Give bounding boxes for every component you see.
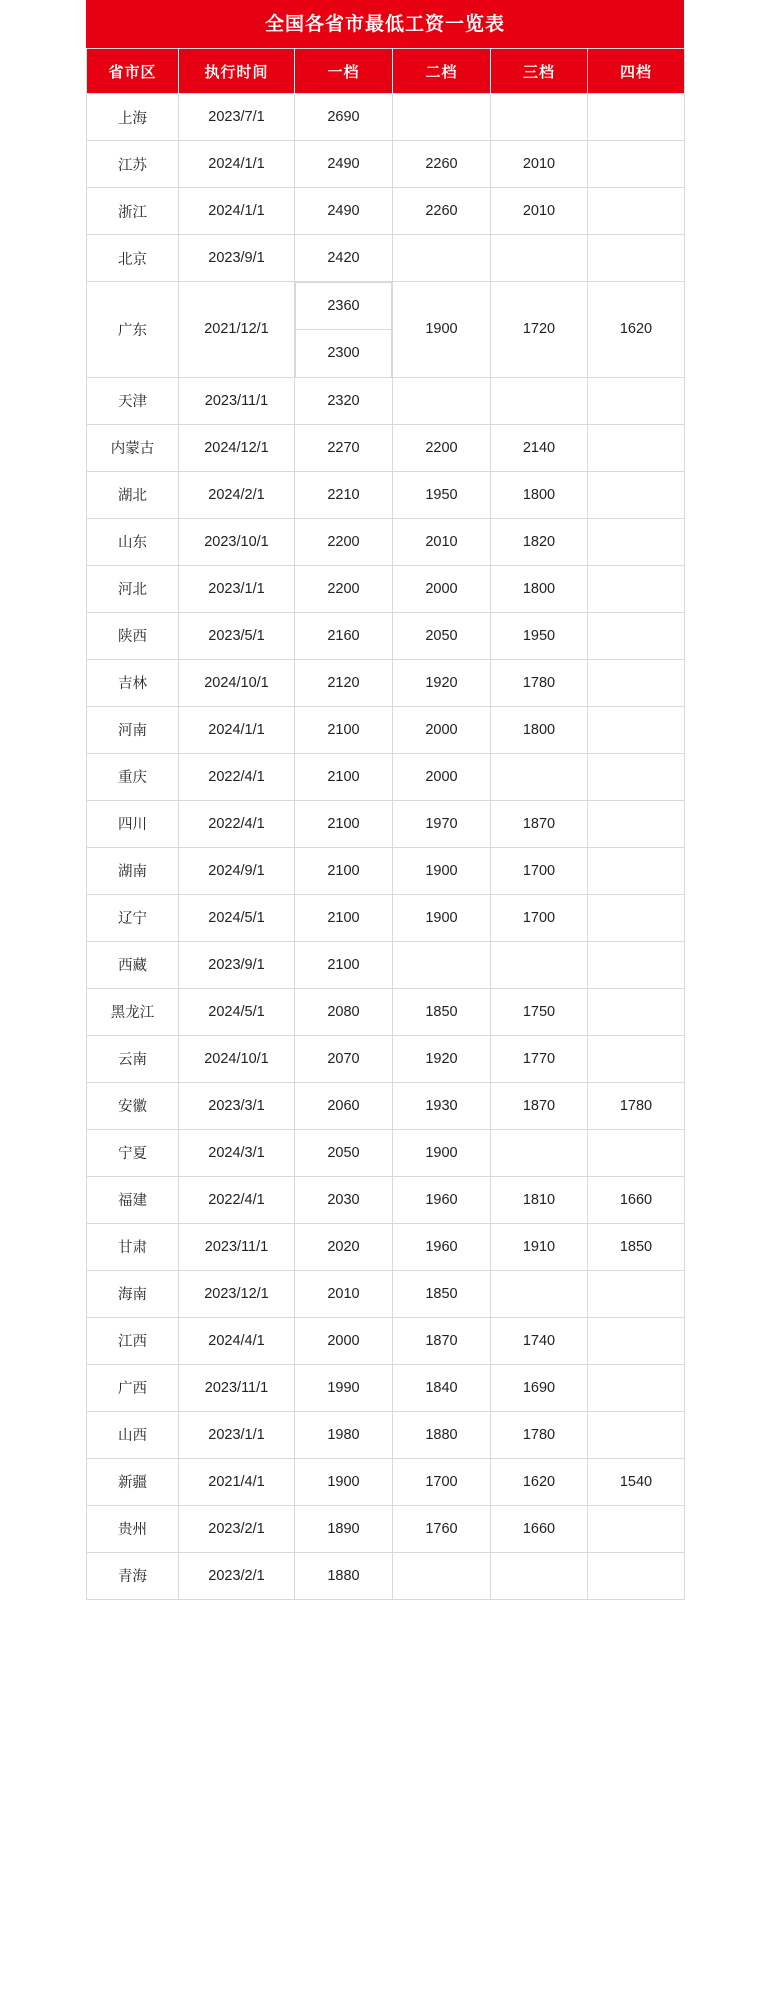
cell-tier3: 1660 bbox=[491, 1505, 588, 1552]
cell-province: 广东 bbox=[87, 282, 179, 378]
cell-effective-date: 2024/3/1 bbox=[179, 1129, 295, 1176]
cell-tier1-split bbox=[295, 282, 393, 378]
cell-province: 湖北 bbox=[87, 471, 179, 518]
cell-tier2: 1960 bbox=[393, 1223, 491, 1270]
cell-effective-date: 2024/1/1 bbox=[179, 706, 295, 753]
cell-effective-date: 2023/9/1 bbox=[179, 941, 295, 988]
cell-tier1: 1890 bbox=[295, 1505, 393, 1552]
cell-tier1: 1900 bbox=[295, 1458, 393, 1505]
cell-tier3: 1780 bbox=[491, 1411, 588, 1458]
table-row bbox=[87, 941, 685, 988]
cell-tier4 bbox=[588, 141, 685, 188]
cell-province: 青海 bbox=[87, 1552, 179, 1599]
cell-tier3: 1690 bbox=[491, 1364, 588, 1411]
cell-effective-date: 2022/4/1 bbox=[179, 1176, 295, 1223]
cell-effective-date: 2024/9/1 bbox=[179, 847, 295, 894]
cell-effective-date: 2024/10/1 bbox=[179, 1035, 295, 1082]
cell-tier4 bbox=[588, 800, 685, 847]
table-row bbox=[87, 471, 685, 518]
cell-tier1: 2690 bbox=[295, 94, 393, 141]
cell-tier2: 1880 bbox=[393, 1411, 491, 1458]
cell-effective-date: 2024/1/1 bbox=[179, 188, 295, 235]
cell-effective-date: 2021/4/1 bbox=[179, 1458, 295, 1505]
cell-effective-date: 2023/11/1 bbox=[179, 377, 295, 424]
cell-province: 海南 bbox=[87, 1270, 179, 1317]
cell-province: 新疆 bbox=[87, 1458, 179, 1505]
cell-effective-date: 2023/11/1 bbox=[179, 1223, 295, 1270]
cell-province: 浙江 bbox=[87, 188, 179, 235]
cell-tier3: 1800 bbox=[491, 471, 588, 518]
table-row bbox=[87, 1317, 685, 1364]
cell-tier4: 1540 bbox=[588, 1458, 685, 1505]
cell-tier2: 2260 bbox=[393, 141, 491, 188]
cell-tier3: 1950 bbox=[491, 612, 588, 659]
column-header-effective-date: 执行时间 bbox=[179, 49, 295, 94]
cell-tier2: 2200 bbox=[393, 424, 491, 471]
table-row bbox=[87, 235, 685, 282]
cell-effective-date: 2023/5/1 bbox=[179, 612, 295, 659]
wage-table-page bbox=[86, 0, 684, 1600]
cell-province: 黑龙江 bbox=[87, 988, 179, 1035]
cell-tier2: 1900 bbox=[393, 282, 491, 378]
cell-tier4 bbox=[588, 659, 685, 706]
cell-tier2: 2000 bbox=[393, 706, 491, 753]
cell-tier4 bbox=[588, 424, 685, 471]
cell-tier1: 2270 bbox=[295, 424, 393, 471]
table-row bbox=[87, 1129, 685, 1176]
cell-province: 云南 bbox=[87, 1035, 179, 1082]
cell-province: 陕西 bbox=[87, 612, 179, 659]
column-header-province: 省市区 bbox=[87, 49, 179, 94]
cell-tier4 bbox=[588, 235, 685, 282]
cell-tier2 bbox=[393, 377, 491, 424]
cell-tier1: 2200 bbox=[295, 565, 393, 612]
cell-tier3 bbox=[491, 1270, 588, 1317]
cell-effective-date: 2022/4/1 bbox=[179, 800, 295, 847]
cell-tier4 bbox=[588, 1552, 685, 1599]
cell-effective-date: 2023/10/1 bbox=[179, 518, 295, 565]
cell-tier1: 2050 bbox=[295, 1129, 393, 1176]
cell-province: 福建 bbox=[87, 1176, 179, 1223]
cell-effective-date: 2024/1/1 bbox=[179, 141, 295, 188]
cell-tier4 bbox=[588, 518, 685, 565]
table-row bbox=[87, 518, 685, 565]
cell-tier3: 1820 bbox=[491, 518, 588, 565]
cell-tier2: 1870 bbox=[393, 1317, 491, 1364]
table-row bbox=[87, 1035, 685, 1082]
cell-effective-date: 2023/11/1 bbox=[179, 1364, 295, 1411]
cell-tier4 bbox=[588, 941, 685, 988]
cell-tier3: 1800 bbox=[491, 565, 588, 612]
cell-effective-date: 2024/10/1 bbox=[179, 659, 295, 706]
cell-tier2 bbox=[393, 235, 491, 282]
cell-province: 贵州 bbox=[87, 1505, 179, 1552]
table-row bbox=[87, 94, 685, 141]
cell-province: 湖南 bbox=[87, 847, 179, 894]
cell-tier4 bbox=[588, 1505, 685, 1552]
cell-tier1: 2120 bbox=[295, 659, 393, 706]
cell-province: 北京 bbox=[87, 235, 179, 282]
cell-tier2 bbox=[393, 1552, 491, 1599]
table-row bbox=[87, 706, 685, 753]
cell-tier3: 1770 bbox=[491, 1035, 588, 1082]
cell-tier4 bbox=[588, 1129, 685, 1176]
cell-tier4 bbox=[588, 894, 685, 941]
column-header-tier4: 四档 bbox=[588, 49, 685, 94]
cell-tier2 bbox=[393, 941, 491, 988]
cell-tier1: 1980 bbox=[295, 1411, 393, 1458]
cell-tier1: 2160 bbox=[295, 612, 393, 659]
table-row bbox=[87, 1082, 685, 1129]
cell-tier1: 2030 bbox=[295, 1176, 393, 1223]
cell-tier3: 1910 bbox=[491, 1223, 588, 1270]
cell-tier2 bbox=[393, 94, 491, 141]
cell-tier3: 1780 bbox=[491, 659, 588, 706]
cell-province: 山西 bbox=[87, 1411, 179, 1458]
column-header-tier1: 一档 bbox=[295, 49, 393, 94]
cell-effective-date: 2023/9/1 bbox=[179, 235, 295, 282]
cell-tier3 bbox=[491, 94, 588, 141]
cell-province: 安徽 bbox=[87, 1082, 179, 1129]
cell-tier3: 1720 bbox=[491, 282, 588, 378]
table-row bbox=[87, 141, 685, 188]
cell-tier3 bbox=[491, 1129, 588, 1176]
table-row bbox=[87, 282, 685, 378]
cell-tier4: 1660 bbox=[588, 1176, 685, 1223]
table-row bbox=[87, 1552, 685, 1599]
cell-effective-date: 2023/2/1 bbox=[179, 1505, 295, 1552]
cell-tier4 bbox=[588, 988, 685, 1035]
cell-tier1: 2490 bbox=[295, 141, 393, 188]
table-body bbox=[87, 94, 685, 1600]
cell-tier2: 2000 bbox=[393, 753, 491, 800]
cell-tier4 bbox=[588, 188, 685, 235]
cell-tier3: 1740 bbox=[491, 1317, 588, 1364]
cell-tier4 bbox=[588, 706, 685, 753]
cell-tier1: 2080 bbox=[295, 988, 393, 1035]
cell-effective-date: 2024/5/1 bbox=[179, 988, 295, 1035]
cell-province: 重庆 bbox=[87, 753, 179, 800]
table-row bbox=[87, 753, 685, 800]
cell-tier1: 2200 bbox=[295, 518, 393, 565]
cell-tier1: 2100 bbox=[295, 706, 393, 753]
column-header-tier2: 二档 bbox=[393, 49, 491, 94]
cell-tier1: 2010 bbox=[295, 1270, 393, 1317]
cell-tier3 bbox=[491, 753, 588, 800]
cell-tier1: 2490 bbox=[295, 188, 393, 235]
cell-tier1: 2100 bbox=[295, 753, 393, 800]
cell-tier2: 1760 bbox=[393, 1505, 491, 1552]
cell-tier3: 1870 bbox=[491, 800, 588, 847]
cell-province: 广西 bbox=[87, 1364, 179, 1411]
cell-effective-date: 2023/1/1 bbox=[179, 1411, 295, 1458]
cell-province: 内蒙古 bbox=[87, 424, 179, 471]
cell-tier4: 1850 bbox=[588, 1223, 685, 1270]
table-row bbox=[87, 1505, 685, 1552]
cell-tier4 bbox=[588, 565, 685, 612]
cell-tier2: 1700 bbox=[393, 1458, 491, 1505]
cell-tier3: 1810 bbox=[491, 1176, 588, 1223]
cell-tier4 bbox=[588, 1270, 685, 1317]
cell-tier2: 2050 bbox=[393, 612, 491, 659]
cell-tier2: 1920 bbox=[393, 1035, 491, 1082]
cell-tier1-b: 2300 bbox=[296, 330, 392, 377]
cell-tier3 bbox=[491, 235, 588, 282]
cell-tier3: 1870 bbox=[491, 1082, 588, 1129]
cell-tier4 bbox=[588, 94, 685, 141]
cell-tier2: 1960 bbox=[393, 1176, 491, 1223]
cell-tier2: 1970 bbox=[393, 800, 491, 847]
table-row bbox=[87, 800, 685, 847]
cell-tier1: 1880 bbox=[295, 1552, 393, 1599]
cell-tier4 bbox=[588, 377, 685, 424]
cell-tier1: 2000 bbox=[295, 1317, 393, 1364]
cell-tier4 bbox=[588, 1411, 685, 1458]
page-title: 全国各省市最低工资一览表 bbox=[86, 0, 684, 48]
table-row bbox=[87, 1458, 685, 1505]
cell-tier2: 1900 bbox=[393, 847, 491, 894]
cell-tier1-a: 2360 bbox=[296, 283, 392, 330]
table-row bbox=[87, 1411, 685, 1458]
cell-tier2: 1850 bbox=[393, 1270, 491, 1317]
cell-effective-date: 2024/5/1 bbox=[179, 894, 295, 941]
cell-tier4: 1780 bbox=[588, 1082, 685, 1129]
cell-province: 山东 bbox=[87, 518, 179, 565]
cell-province: 西藏 bbox=[87, 941, 179, 988]
cell-tier1: 2100 bbox=[295, 800, 393, 847]
cell-effective-date: 2024/2/1 bbox=[179, 471, 295, 518]
table-row bbox=[87, 612, 685, 659]
cell-tier1: 1990 bbox=[295, 1364, 393, 1411]
cell-effective-date: 2021/12/1 bbox=[179, 282, 295, 378]
column-header-tier3: 三档 bbox=[491, 49, 588, 94]
cell-tier2: 2260 bbox=[393, 188, 491, 235]
cell-effective-date: 2023/3/1 bbox=[179, 1082, 295, 1129]
table-row bbox=[87, 1223, 685, 1270]
cell-tier2: 2000 bbox=[393, 565, 491, 612]
cell-province: 甘肃 bbox=[87, 1223, 179, 1270]
cell-province: 江苏 bbox=[87, 141, 179, 188]
table-row bbox=[87, 1176, 685, 1223]
cell-tier1: 2020 bbox=[295, 1223, 393, 1270]
cell-tier4 bbox=[588, 1317, 685, 1364]
table-row bbox=[87, 1270, 685, 1317]
cell-tier1: 2060 bbox=[295, 1082, 393, 1129]
cell-province: 上海 bbox=[87, 94, 179, 141]
header-row bbox=[87, 49, 685, 94]
cell-tier3 bbox=[491, 377, 588, 424]
cell-province: 辽宁 bbox=[87, 894, 179, 941]
cell-province: 河北 bbox=[87, 565, 179, 612]
cell-tier3: 1700 bbox=[491, 847, 588, 894]
cell-tier1: 2210 bbox=[295, 471, 393, 518]
cell-tier2: 1900 bbox=[393, 894, 491, 941]
cell-tier3: 2140 bbox=[491, 424, 588, 471]
table-row bbox=[87, 894, 685, 941]
cell-province: 天津 bbox=[87, 377, 179, 424]
cell-tier3: 2010 bbox=[491, 141, 588, 188]
cell-province: 江西 bbox=[87, 1317, 179, 1364]
cell-tier3: 1700 bbox=[491, 894, 588, 941]
cell-tier4 bbox=[588, 847, 685, 894]
cell-tier1: 2070 bbox=[295, 1035, 393, 1082]
cell-tier2: 1920 bbox=[393, 659, 491, 706]
cell-effective-date: 2024/12/1 bbox=[179, 424, 295, 471]
minimum-wage-table bbox=[86, 48, 685, 1600]
cell-tier2: 1850 bbox=[393, 988, 491, 1035]
cell-tier4 bbox=[588, 612, 685, 659]
cell-tier3: 1800 bbox=[491, 706, 588, 753]
cell-effective-date: 2023/12/1 bbox=[179, 1270, 295, 1317]
cell-effective-date: 2023/2/1 bbox=[179, 1552, 295, 1599]
cell-tier2: 1930 bbox=[393, 1082, 491, 1129]
cell-tier3: 2010 bbox=[491, 188, 588, 235]
table-header bbox=[87, 49, 685, 94]
table-row bbox=[87, 988, 685, 1035]
cell-effective-date: 2024/4/1 bbox=[179, 1317, 295, 1364]
cell-tier1: 2100 bbox=[295, 941, 393, 988]
table-row bbox=[87, 659, 685, 706]
cell-tier1: 2100 bbox=[295, 894, 393, 941]
table-row bbox=[87, 847, 685, 894]
cell-tier3 bbox=[491, 941, 588, 988]
cell-tier4: 1620 bbox=[588, 282, 685, 378]
cell-tier1: 2320 bbox=[295, 377, 393, 424]
cell-tier3: 1620 bbox=[491, 1458, 588, 1505]
cell-tier1: 2100 bbox=[295, 847, 393, 894]
cell-province: 河南 bbox=[87, 706, 179, 753]
cell-tier3 bbox=[491, 1552, 588, 1599]
table-row bbox=[87, 424, 685, 471]
cell-tier2: 1840 bbox=[393, 1364, 491, 1411]
cell-effective-date: 2023/7/1 bbox=[179, 94, 295, 141]
cell-tier2: 1950 bbox=[393, 471, 491, 518]
table-row bbox=[87, 565, 685, 612]
cell-tier4 bbox=[588, 1364, 685, 1411]
cell-effective-date: 2023/1/1 bbox=[179, 565, 295, 612]
cell-tier3: 1750 bbox=[491, 988, 588, 1035]
cell-province: 吉林 bbox=[87, 659, 179, 706]
cell-tier4 bbox=[588, 471, 685, 518]
cell-tier4 bbox=[588, 1035, 685, 1082]
cell-tier4 bbox=[588, 753, 685, 800]
cell-tier1: 2420 bbox=[295, 235, 393, 282]
cell-province: 四川 bbox=[87, 800, 179, 847]
cell-province: 宁夏 bbox=[87, 1129, 179, 1176]
table-row bbox=[87, 1364, 685, 1411]
cell-tier2: 1900 bbox=[393, 1129, 491, 1176]
table-row bbox=[87, 188, 685, 235]
cell-tier2: 2010 bbox=[393, 518, 491, 565]
table-row bbox=[87, 377, 685, 424]
cell-effective-date: 2022/4/1 bbox=[179, 753, 295, 800]
